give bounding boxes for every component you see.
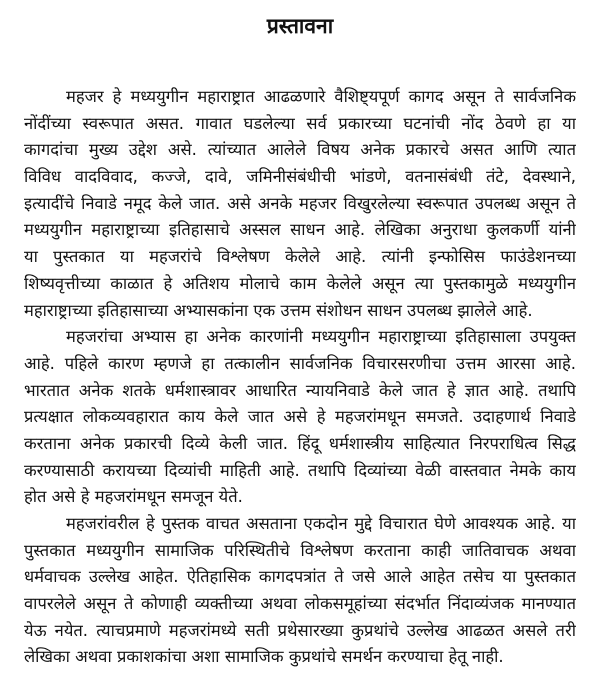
text-line: कागदांचा मुख्य उद्देश असे. त्यांच्यात आलेले विषय अनेक प्रकारचे असत आणि त्यात (24, 140, 576, 160)
text-line: महाराष्ट्राच्या इतिहासाच्या अभ्यासकांना एक उत्तम संशोधन साधन उपलब्ध झालेले आहे. (24, 300, 533, 320)
text-line: विविध वादविवाद, कज्जे, दावे, जमिनीसंबंधीची भांडणे, वतनासंबंधी तंटे, देवस्थाने, (24, 167, 576, 187)
text-line: नोंदींच्या स्वरूपात असत. गावात घडलेल्या सर्व प्रकारच्या घटनांची नोंद ठेवणे हा या (24, 113, 576, 133)
text-line: प्रत्यक्षात लोकव्यवहारात काय केले जात असे हे महजरांमधून समजते. उदाहणार्थ निवाडे (24, 407, 576, 427)
text-line: महजर हे मध्ययुगीन महाराष्ट्रात आढळणारे वैशिष्ट्यपूर्ण कागद असून ते सार्वजनिक (66, 87, 576, 106)
text-line: इत्यादींचे निवाडे नमूद केले जात. असे अनके महजर विखुरलेल्या स्वरूपात उपलब्ध असून ते (24, 193, 576, 213)
text-line: लेखिका अथवा प्रकाशकांचा अशा सामाजिक कुप्रथांचे समर्थन करण्याचा हेतू नाही. (24, 647, 504, 667)
text-line: शिष्यवृत्तीच्या काळात हे अतिशय मोलाचे काम केलेले असून त्या पुस्तकामुळे मध्ययुगीन (24, 273, 576, 293)
text-line: करताना अनेक प्रकारची दिव्ये केली जात. हिंदू धर्मशास्त्रीय साहित्यात निरपराधित्व सिद्ध (24, 433, 576, 453)
text-line: वापरलेले असून ते कोणाही व्यक्तीच्या अथवा लोकसमूहांच्या संदर्भात निंदाव्यंजक मानण्यात (24, 594, 576, 614)
paragraph (24, 324, 576, 511)
text-line: धर्मवाचक उल्लेख आहेत. ऐतिहासिक कागदपत्रांत ते जसे आले आहेत तसेच या पुस्तकात (24, 567, 576, 587)
text-line: मध्ययुगीन महाराष्ट्राच्या इतिहासाचे अस्सल साधन आहे. लेखिका अनुराधा कुलकर्णी यांनी (24, 220, 576, 240)
text-line: आहे. पहिले कारण म्हणजे हा तत्कालीन सार्वजनिक विचारसरणीचा उत्तम आरसा आहे. (24, 353, 576, 373)
page-title: प्रस्तावना (266, 14, 334, 38)
text-line: पुस्तकात मध्ययुगीन सामाजिक परिस्थितीचे विश्लेषण करताना काही जातिवाचक अथवा (24, 540, 576, 560)
text-line: येऊ नयेत. त्याचप्रमाणे महजरांमध्ये सती प्रथेसारख्या कुप्रथांचे उल्लेख आढळत असले तरी (24, 620, 576, 640)
preface-body (24, 84, 576, 671)
paragraph (24, 511, 576, 671)
text-line: करण्यासाठी करायच्या दिव्यांची माहिती आहे. तथापि दिव्यांच्या वेळी वास्तवात नेमके काय (24, 460, 576, 480)
text-line: होत असे हे महजरांमधून समजून येते. (24, 487, 243, 507)
text-line: या पुस्तकात या महजरांचे विश्लेषण केलेले आहे. त्यांनी इन्फोसिस फाउंडेशनच्या (24, 247, 576, 267)
text-line: महजरांचा अभ्यास हा अनेक कारणांनी मध्ययुगीन महाराष्ट्राच्या इतिहासाला उपयुक्त (66, 327, 576, 347)
paragraph (24, 84, 576, 324)
text-line: भारतात अनेक शतके धर्मशास्त्रावर आधारित न्यायनिवाडे केले जात हे ज्ञात आहे. तथापि (24, 380, 576, 400)
text-line: महजरांवरील हे पुस्तक वाचत असताना एकदोन मुद्दे विचारात घेणे आवश्यक आहे. या (66, 514, 576, 533)
